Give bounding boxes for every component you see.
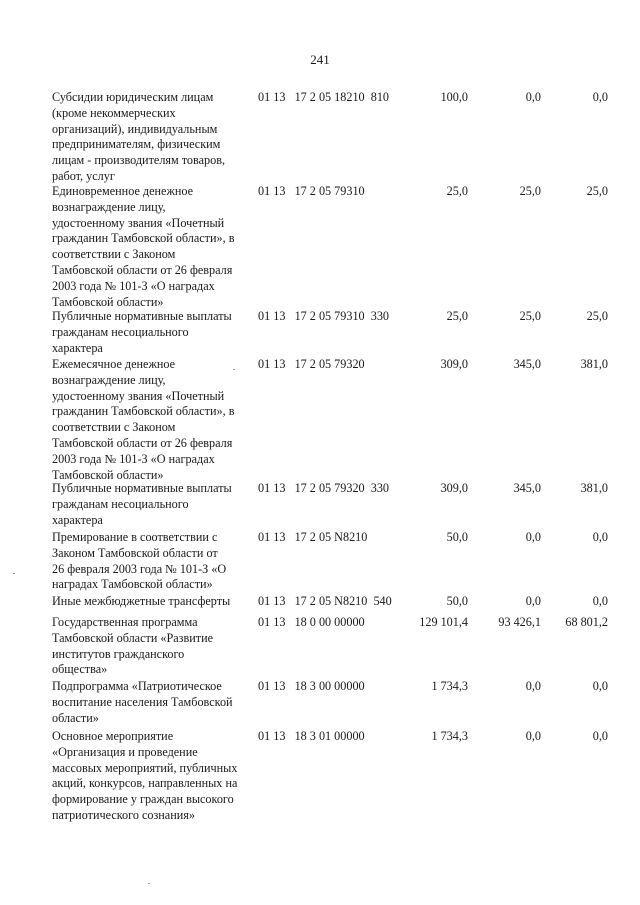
- row-value-2: 25,0: [519, 184, 541, 198]
- row-value-1: 129 101,4: [419, 615, 468, 629]
- row-value-2: 0,0: [525, 530, 541, 544]
- row-value-1: 1 734,3: [431, 729, 468, 743]
- row-value-1: 50,0: [446, 530, 468, 544]
- row-value-3: 0,0: [592, 679, 608, 693]
- row-value-3: 0,0: [592, 90, 608, 104]
- row-value-2: 93 426,1: [498, 615, 541, 629]
- row-value-3: 381,0: [580, 481, 608, 495]
- row-value-1: 25,0: [446, 184, 468, 198]
- row-description: Субсидии юридическим лицам (кроме некоммерческих организаций), индивидуальным предпринимателям, физическим лицам - производителям товаров, работ, услуг: [52, 90, 226, 183]
- row-description: Основное мероприятие «Организация и проведение массовых мероприятий, публичных акций, конкурсов, направленных на формирование у граждан высокого патриотического сознания»: [52, 729, 238, 822]
- row-budget-code: 01 13 17 2 05 79310: [258, 184, 365, 198]
- row-budget-code: 01 13 17 2 05 79320 330: [258, 481, 390, 495]
- row-value-2: 0,0: [525, 90, 541, 104]
- row-budget-code: 01 13 18 3 01 00000: [258, 729, 365, 743]
- row-budget-code: 01 13 18 3 00 00000: [258, 679, 365, 693]
- row-description: Единовременное денежное вознаграждение лицу, удостоенному звания «Почетный гражданин Тамбовской области», в соответствии с Законом Тамбовской области от 26 февраля 2003 года № 101-З «О наградах Тамбовской области»: [52, 184, 235, 309]
- row-value-2: 345,0: [513, 357, 541, 371]
- scan-speck: [13, 573, 15, 574]
- row-value-3: 0,0: [592, 530, 608, 544]
- scan-speck: [233, 369, 235, 370]
- row-budget-code: 01 13 17 2 05 79320: [258, 357, 365, 371]
- row-value-1: 309,0: [440, 481, 468, 495]
- row-value-3: 0,0: [592, 729, 608, 743]
- page-number: 241: [310, 52, 330, 67]
- row-value-1: 309,0: [440, 357, 468, 371]
- row-value-1: 100,0: [440, 90, 468, 104]
- row-value-3: 25,0: [586, 309, 608, 323]
- row-description: Ежемесячное денежное вознаграждение лицу, удостоенному звания «Почетный гражданин Тамбовской области», в соответствии с Законом Тамбовской области от 26 февраля 2003 года № 101-З «О наградах Тамбовской области»: [52, 357, 235, 482]
- row-description: Публичные нормативные выплаты гражданам несоциального характера: [52, 309, 232, 355]
- row-value-1: 1 734,3: [431, 679, 468, 693]
- row-value-2: 25,0: [519, 309, 541, 323]
- row-value-2: 0,0: [525, 679, 541, 693]
- row-value-2: 0,0: [525, 594, 541, 608]
- row-budget-code: 01 13 17 2 05 N8210: [258, 530, 368, 544]
- row-budget-code: 01 13 17 2 05 N8210 540: [258, 594, 392, 608]
- row-value-2: 345,0: [513, 481, 541, 495]
- scan-speck: [148, 883, 150, 884]
- row-budget-code: 01 13 17 2 05 79310 330: [258, 309, 390, 323]
- row-description: Премирование в соответствии с Законом Тамбовской области от 26 февраля 2003 года № 101-З «О наградах Тамбовской области»: [52, 530, 227, 592]
- row-value-2: 0,0: [525, 729, 541, 743]
- row-budget-code: 01 13 17 2 05 18210 810: [258, 90, 390, 104]
- row-value-3: 68 801,2: [565, 615, 608, 629]
- row-description: Иные межбюджетные трансферты: [52, 594, 231, 608]
- row-budget-code: 01 13 18 0 00 00000: [258, 615, 365, 629]
- row-description: Публичные нормативные выплаты гражданам несоциального характера: [52, 481, 232, 527]
- row-value-1: 50,0: [446, 594, 468, 608]
- row-value-3: 0,0: [592, 594, 608, 608]
- row-value-1: 25,0: [446, 309, 468, 323]
- row-description: Государственная программа Тамбовской области «Развитие институтов гражданского общества»: [52, 615, 214, 677]
- row-description: Подпрограмма «Патриотическое воспитание населения Тамбовской области»: [52, 679, 233, 725]
- row-value-3: 25,0: [586, 184, 608, 198]
- row-value-3: 381,0: [580, 357, 608, 371]
